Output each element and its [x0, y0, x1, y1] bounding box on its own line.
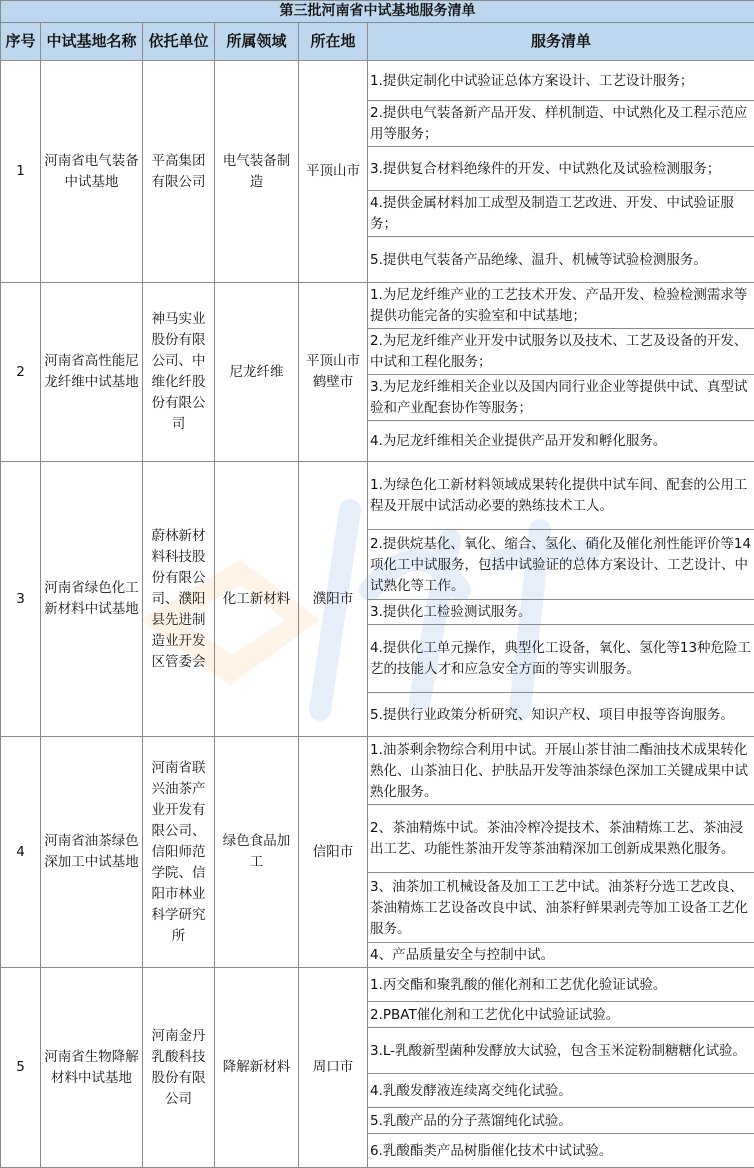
- row-1-name: 河南省电气装备中试基地: [41, 61, 143, 283]
- row-5-service-4: 4.乳酸发酵液连续离交纯化试验。: [368, 1074, 754, 1108]
- row-4-name: 河南省油茶绿色深加工中试基地: [41, 737, 143, 968]
- row-4-service-3: 3、油茶加工机械设备及加工工艺中试。油茶籽分选工艺改良、茶油精炼工艺设备改良中试、油茶籽鲜果剥壳等加工设备工艺化服务。: [368, 873, 754, 943]
- row-1-service-2: 2.提供电气装备新产品开发、样机制造、中试熟化及工程示范应用等服务；: [368, 101, 754, 147]
- row-3-location: 濮阳市: [299, 462, 368, 737]
- row-2-service-1: 1.为尼龙纤维产业的工艺技术开发、产品开发、检验检测需求等提供功能完备的实验室和中试基地；: [368, 283, 754, 329]
- row-5-service-5: 5.乳酸产品的分子蒸馏纯化试验。: [368, 1108, 754, 1134]
- row-1-field: 电气装备制造: [215, 61, 299, 283]
- row-4-org: 河南省联兴油茶产业开发有限公司、信阳师范学院、信阳市林业科学研究所: [143, 737, 215, 968]
- row-3-no: 3: [1, 462, 41, 737]
- row-2-service-3: 3.为尼龙纤维相关企业以及国内同行业企业等提供中试、真型试验和产业配套协作等服务；: [368, 375, 754, 421]
- row-3-service-3: 3.提供化工检验测试服务。: [368, 600, 754, 625]
- row-2-name: 河南省高性能尼龙纤维中试基地: [41, 283, 143, 462]
- row-3-service-1: 1.为绿色化工新材料领域成果转化提供中试车间、配套的公用工程及开展中试活动必要的熟练技术工人。: [368, 462, 754, 530]
- row-2-service-2: 2.为尼龙纤维产业开发中试服务以及技术、工艺及设备的开发、中试和工程化服务；: [368, 329, 754, 375]
- header-location: 所在地: [299, 23, 368, 61]
- row-5-service-2: 2.PBAT催化剂和工艺优化中试验证试验。: [368, 1002, 754, 1028]
- row-5-service-6: 6.乳酸酯类产品树脂催化技术中试试验。: [368, 1134, 754, 1168]
- row-2-no: 2: [1, 283, 41, 462]
- row-3-name: 河南省绿色化工新材料中试基地: [41, 462, 143, 737]
- row-3-service-4: 4.提供化工单元操作，典型化工设备，氧化、氢化等13种危险工艺的技能人才和应急安全方面的等实训服务。: [368, 625, 754, 693]
- row-5-no: 5: [1, 968, 41, 1168]
- page-title: 第三批河南省中试基地服务清单: [1, 1, 754, 23]
- row-2-org: 神马实业股份有限公司、中维化纤股份有限公司: [143, 283, 215, 462]
- header-services: 服务清单: [368, 23, 754, 61]
- row-3-org: 蔚林新材料科技股份有限公司、濮阳县先进制造业开发区管委会: [143, 462, 215, 737]
- row-2-service-4: 4.为尼龙纤维相关企业提供产品开发和孵化服务。: [368, 421, 754, 462]
- row-1-no: 1: [1, 61, 41, 283]
- row-4-service-1: 1.油茶剩余物综合利用中试。开展山茶甘油二酯油技术成果转化熟化、山茶油日化、护肤品开发等油茶绿色深加工关键成果中试熟化服务。: [368, 737, 754, 805]
- row-4-service-2: 2、茶油精炼中试。茶油冷榨冷提技术、茶油精炼工艺、茶油浸出工艺、功能性茶油开发等茶油精深加工创新成果熟化服务。: [368, 805, 754, 873]
- header-no: 序号: [1, 23, 41, 61]
- row-1-service-4: 4.提供金属材料加工成型及制造工艺改进、开发、中试验证服务；: [368, 191, 754, 237]
- header-name: 中试基地名称: [41, 23, 143, 61]
- row-5-name: 河南省生物降解材料中试基地: [41, 968, 143, 1168]
- header-org: 依托单位: [143, 23, 215, 61]
- header-field: 所属领域: [215, 23, 299, 61]
- row-5-service-3: 3.L-乳酸新型菌种发酵放大试验，包含玉米淀粉制糖糖化试验。: [368, 1028, 754, 1074]
- row-5-org: 河南金丹乳酸科技股份有限公司: [143, 968, 215, 1168]
- row-5-service-1: 1.丙交酯和聚乳酸的催化剂和工艺优化验证试验。: [368, 968, 754, 1002]
- row-4-no: 4: [1, 737, 41, 968]
- row-1-location: 平顶山市: [299, 61, 368, 283]
- row-2-location: 平顶山市鹤壁市: [299, 283, 368, 462]
- row-4-service-4: 4、产品质量安全与控制中试。: [368, 943, 754, 968]
- row-3-field: 化工新材料: [215, 462, 299, 737]
- row-5-field: 降解新材料: [215, 968, 299, 1168]
- row-4-location: 信阳市: [299, 737, 368, 968]
- row-3-service-5: 5.提供行业政策分析研究、知识产权、项目申报等咨询服务。: [368, 693, 754, 737]
- row-4-field: 绿色食品加工: [215, 737, 299, 968]
- row-2-field: 尼龙纤维: [215, 283, 299, 462]
- row-1-service-1: 1.提供定制化中试验证总体方案设计、工艺设计服务；: [368, 61, 754, 101]
- row-5-location: 周口市: [299, 968, 368, 1168]
- row-1-service-3: 3.提供复合材料绝缘件的开发、中试熟化及试验检测服务；: [368, 147, 754, 191]
- row-1-org: 平高集团有限公司: [143, 61, 215, 283]
- row-3-service-2: 2.提供烷基化、氧化、缩合、氢化、硝化及催化剂性能评价等14项化工中试服务，包括中试验证的总体方案设计、工艺设计、中试熟化等工作。: [368, 530, 754, 600]
- row-1-service-5: 5.提供电气装备产品绝缘、温升、机械等试验检测服务。: [368, 237, 754, 283]
